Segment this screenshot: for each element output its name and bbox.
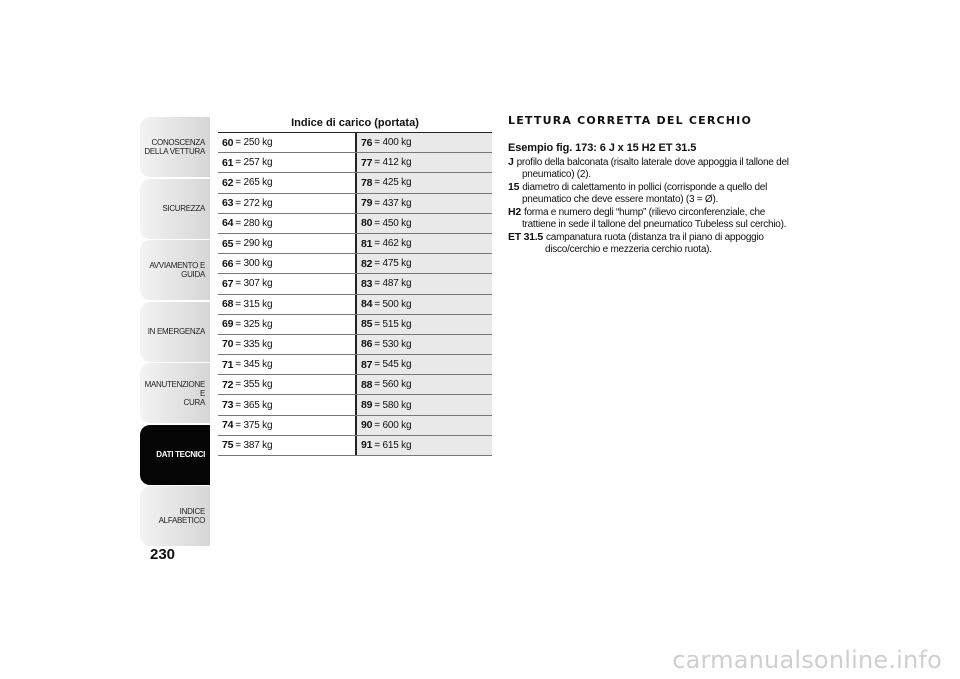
- table-row: [218, 173, 492, 193]
- load-value: = 300 kg: [235, 258, 273, 270]
- table-row: [218, 274, 492, 294]
- tab-sicurezza[interactable]: [140, 179, 210, 239]
- table-cell: [218, 153, 355, 172]
- load-value: = 545 kg: [374, 359, 412, 371]
- table-cell: [355, 416, 492, 435]
- load-index: 66: [222, 257, 234, 270]
- tab-label: MANUTENZIONE E CURA: [144, 379, 205, 407]
- definition-text: campanatura ruota (distanza tra il piano di appoggio: [546, 232, 764, 243]
- load-value: = 272 kg: [235, 197, 273, 209]
- table-row: [218, 214, 492, 234]
- tab-label: INDICE ALFABETICO: [158, 507, 205, 525]
- load-index: 69: [222, 318, 234, 331]
- load-value: = 515 kg: [374, 318, 412, 330]
- tab-label: IN EMERGENZA: [147, 327, 205, 336]
- load-index: 61: [222, 156, 234, 169]
- definition-term: H2: [508, 206, 521, 218]
- definition-text: diametro di calettamento in pollici (corrisponde a quello del: [522, 182, 768, 193]
- load-value: = 375 kg: [235, 419, 273, 431]
- section-tabs: [140, 117, 210, 548]
- definition-item: [508, 207, 798, 230]
- load-value: = 315 kg: [235, 298, 273, 310]
- table-cell: [218, 335, 355, 354]
- load-index: 63: [222, 197, 234, 210]
- load-value: = 425 kg: [374, 177, 412, 189]
- load-value: = 290 kg: [235, 238, 273, 250]
- load-index: 76: [361, 136, 373, 149]
- load-value: = 560 kg: [374, 379, 412, 391]
- table-cell: [355, 274, 492, 293]
- example-heading: Esempio fig. 173: 6 J x 15 H2 ET 31.5: [508, 142, 697, 154]
- load-index: 75: [222, 439, 234, 452]
- load-index: 73: [222, 399, 234, 412]
- definition-text-cont: trattiene in sede il tallone del pneumatico Tubeless sul cerchio).: [522, 218, 787, 230]
- table-row: [218, 436, 492, 456]
- table-row: [218, 355, 492, 375]
- table-cell: [218, 194, 355, 213]
- tab-conoscenza[interactable]: [140, 117, 210, 177]
- tab-dati-tecnici[interactable]: [140, 425, 210, 485]
- load-index: 87: [361, 358, 373, 371]
- table-cell: [355, 153, 492, 172]
- table-row: [218, 335, 492, 355]
- load-index: 62: [222, 176, 234, 189]
- table-cell: [355, 173, 492, 192]
- load-index-table: [218, 132, 492, 456]
- definition-item: [508, 182, 798, 205]
- load-index: 68: [222, 298, 234, 311]
- table-row: [218, 133, 492, 153]
- load-index: 77: [361, 156, 373, 169]
- load-index: 84: [361, 298, 373, 311]
- tab-label: CONOSCENZA DELLA VETTURA: [144, 138, 205, 156]
- table-cell: [218, 133, 355, 152]
- load-value: = 475 kg: [374, 258, 412, 270]
- load-index: 71: [222, 358, 234, 371]
- table-cell: [218, 355, 355, 374]
- load-value: = 580 kg: [374, 399, 412, 411]
- table-cell: [355, 133, 492, 152]
- page-number: 230: [150, 546, 176, 563]
- table-row: [218, 234, 492, 254]
- load-value: = 530 kg: [374, 338, 412, 350]
- load-value: = 355 kg: [235, 379, 273, 391]
- load-value: = 450 kg: [374, 217, 412, 229]
- definition-term: J: [508, 156, 514, 168]
- load-index: 74: [222, 419, 234, 432]
- table-title: Indice di carico (portata): [291, 117, 419, 129]
- table-cell: [355, 254, 492, 273]
- load-value: = 265 kg: [235, 177, 273, 189]
- watermark: carmanualsonline.info: [672, 646, 942, 674]
- load-value: = 487 kg: [374, 278, 412, 290]
- load-value: = 365 kg: [235, 399, 273, 411]
- table-cell: [218, 375, 355, 394]
- section-title: LETTURA CORRETTA DEL CERCHIO: [508, 114, 753, 127]
- tab-indice-alfabetico[interactable]: [140, 486, 210, 546]
- definition-text-cont: disco/cerchio e mezzeria cerchio ruota).: [545, 243, 712, 255]
- load-index: 88: [361, 378, 373, 391]
- load-index: 79: [361, 197, 373, 210]
- tab-label: SICUREZZA: [162, 204, 205, 213]
- tab-label: AVVIAMENTO E GUIDA: [149, 261, 205, 279]
- load-index: 67: [222, 277, 234, 290]
- load-value: = 280 kg: [235, 217, 273, 229]
- table-cell: [355, 355, 492, 374]
- tab-emergenza[interactable]: [140, 302, 210, 362]
- definitions-list: [508, 157, 798, 257]
- table-cell: [355, 436, 492, 455]
- load-value: = 345 kg: [235, 359, 273, 371]
- load-index: 78: [361, 176, 373, 189]
- table-row: [218, 315, 492, 335]
- definition-text: profilo della balconata (risalto laterale dove appoggia il tallone del: [516, 157, 789, 168]
- table-cell: [218, 214, 355, 233]
- table-cell: [355, 315, 492, 334]
- load-index: 86: [361, 338, 373, 351]
- table-row: [218, 375, 492, 395]
- load-index: 83: [361, 277, 373, 290]
- table-cell: [355, 214, 492, 233]
- load-value: = 387 kg: [235, 439, 273, 451]
- load-value: = 307 kg: [235, 278, 273, 290]
- load-index: 81: [361, 237, 373, 250]
- table-cell: [218, 395, 355, 414]
- load-index: 91: [361, 439, 373, 452]
- table-cell: [218, 315, 355, 334]
- load-value: = 257 kg: [235, 157, 273, 169]
- load-index: 65: [222, 237, 234, 250]
- load-index: 64: [222, 217, 234, 230]
- definition-item: [508, 232, 798, 255]
- load-value: = 500 kg: [374, 298, 412, 310]
- table-row: [218, 295, 492, 315]
- tab-label: DATI TECNICI: [156, 450, 205, 459]
- table-cell: [218, 295, 355, 314]
- table-row: [218, 194, 492, 214]
- table-cell: [355, 395, 492, 414]
- table-cell: [218, 254, 355, 273]
- table-cell: [218, 234, 355, 253]
- load-value: = 600 kg: [374, 419, 412, 431]
- load-value: = 325 kg: [235, 318, 273, 330]
- definition-term: 15: [508, 181, 520, 193]
- load-index: 90: [361, 419, 373, 432]
- table-cell: [355, 234, 492, 253]
- table-cell: [218, 173, 355, 192]
- table-row: [218, 395, 492, 415]
- table-cell: [355, 375, 492, 394]
- load-value: = 250 kg: [235, 137, 273, 149]
- table-cell: [218, 416, 355, 435]
- table-cell: [355, 335, 492, 354]
- definition-text: forma e numero degli “hump” (rilievo circonferenziale, che: [523, 207, 766, 218]
- load-value: = 437 kg: [374, 197, 412, 209]
- table-cell: [355, 194, 492, 213]
- load-index: 60: [222, 136, 234, 149]
- definition-text-cont: pneumatico) (2).: [522, 168, 591, 180]
- load-value: = 412 kg: [374, 157, 412, 169]
- load-index: 70: [222, 338, 234, 351]
- table-row: [218, 416, 492, 436]
- load-index: 85: [361, 318, 373, 331]
- table-cell: [218, 436, 355, 455]
- load-value: = 615 kg: [374, 439, 412, 451]
- definition-text-cont: pneumatico che deve essere montato) (3 = Ø).: [522, 193, 719, 205]
- table-row: [218, 153, 492, 173]
- definition-item: [508, 157, 798, 180]
- table-row: [218, 254, 492, 274]
- load-index: 82: [361, 257, 373, 270]
- load-value: = 400 kg: [374, 137, 412, 149]
- table-cell: [218, 274, 355, 293]
- load-index: 72: [222, 378, 234, 391]
- load-value: = 335 kg: [235, 338, 273, 350]
- definition-term: ET 31.5: [508, 231, 544, 243]
- load-value: = 462 kg: [374, 238, 412, 250]
- tab-manutenzione[interactable]: [140, 363, 210, 423]
- table-cell: [355, 295, 492, 314]
- load-index: 89: [361, 399, 373, 412]
- tab-avviamento[interactable]: [140, 240, 210, 300]
- load-index: 80: [361, 217, 373, 230]
